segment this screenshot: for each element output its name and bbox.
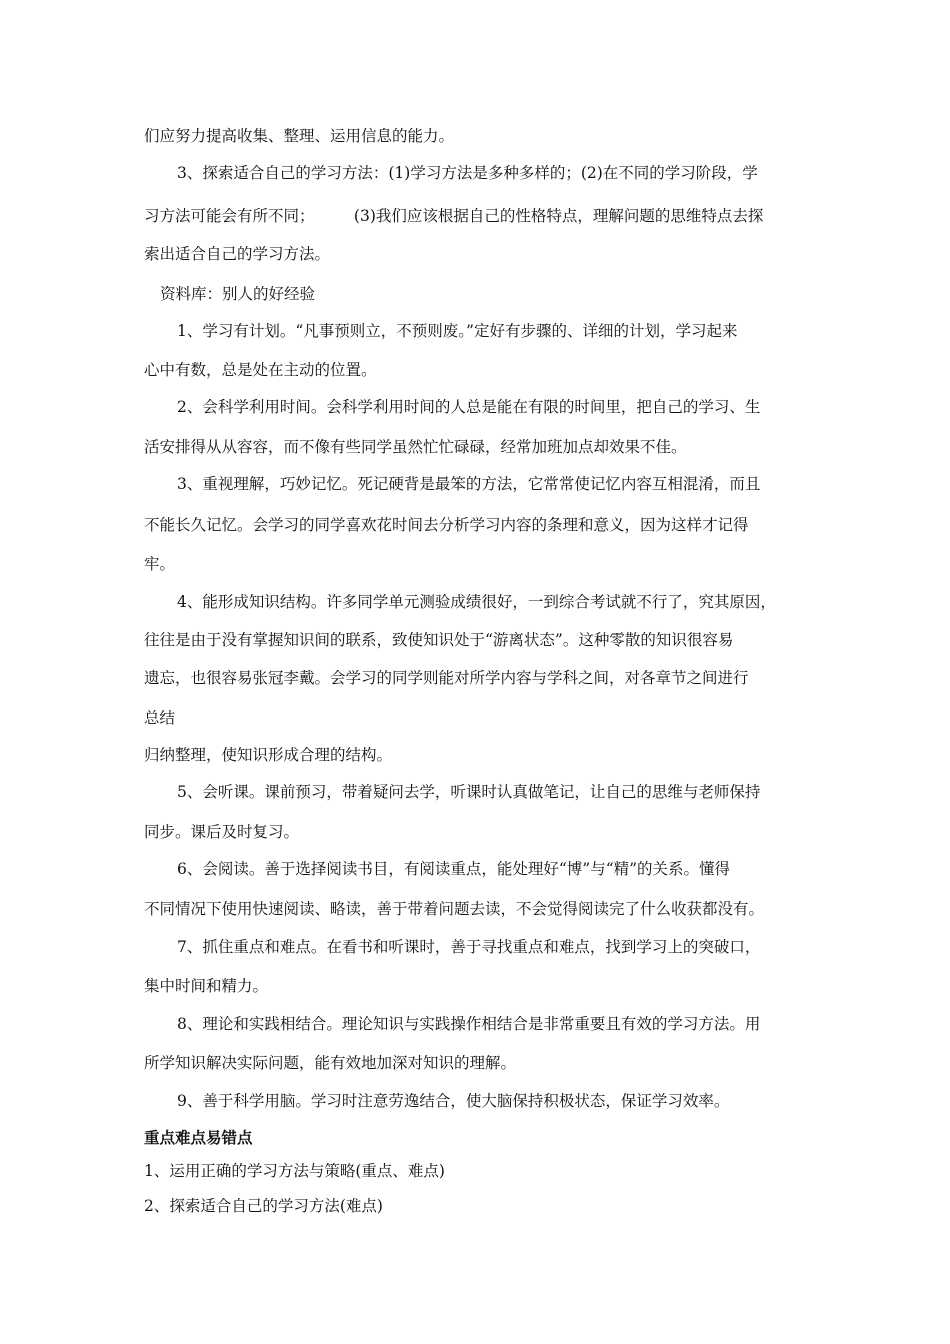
text-line: 同步。课后及时复习。 — [144, 823, 300, 841]
section-title: 资料库：别人的好经验 — [160, 285, 316, 303]
text-line: 索出适合自己的学习方法。 — [144, 245, 331, 263]
text-line: 们应努力提高收集、整理、运用信息的能力。 — [144, 127, 455, 145]
text-line: 1、学习有计划。“凡事预则立，不预则废。”定好有步骤的、详细的计划，学习起来 — [177, 322, 738, 340]
text-line: 8、理论和实践相结合。理论知识与实践操作相结合是非常重要且有效的学习方法。用 — [177, 1015, 761, 1033]
text-line: 往往是由于没有掌握知识间的联系，致使知识处于“游离状态”。这种零散的知识很容易 — [144, 631, 734, 649]
text-line: 不能长久记忆。会学习的同学喜欢花时间去分析学习内容的条理和意义，因为这样才记得 — [144, 516, 749, 534]
list-item: 2、探索适合自己的学习方法(难点) — [144, 1197, 383, 1215]
text-line: 2、会科学利用时间。会科学利用时间的人总是能在有限的时间里，把自己的学习、生 — [177, 398, 761, 416]
text-line: 牢。 — [144, 555, 176, 573]
text-line: 归纳整理，使知识形成合理的结构。 — [144, 746, 393, 764]
text-line: 心中有数，总是处在主动的位置。 — [144, 361, 377, 379]
text-line: 4、能形成知识结构。许多同学单元测验成绩很好，一到综合考试就不行了，究其原因， — [177, 593, 776, 611]
text-line: 活安排得从从容容，而不像有些同学虽然忙忙碌碌，经常加班加点却效果不佳。 — [144, 438, 687, 456]
text-line: 5、会听课。课前预习，带着疑问去学，听课时认真做笔记，让自己的思维与老师保持 — [177, 783, 761, 801]
text-line: 6、会阅读。善于选择阅读书目，有阅读重点，能处理好“博”与“精”的关系。懂得 — [177, 860, 731, 878]
heading-key-points: 重点难点易错点 — [144, 1128, 253, 1147]
text-line: 集中时间和精力。 — [144, 977, 269, 995]
list-item: 1、运用正确的学习方法与策略(重点、难点) — [144, 1162, 445, 1180]
text-line: 7、抓住重点和难点。在看书和听课时，善于寻找重点和难点，找到学习上的突破口， — [177, 938, 761, 956]
text-line: 不同情况下使用快速阅读、略读，善于带着问题去读，不会觉得阅读完了什么收获都没有。 — [144, 900, 765, 918]
text-line: 9、善于科学用脑。学习时注意劳逸结合，使大脑保持积极状态，保证学习效率。 — [177, 1092, 730, 1110]
text-line: 总结 — [144, 709, 176, 727]
text-line: 遗忘，也很容易张冠李戴。会学习的同学则能对所学内容与学科之间，对各章节之间进行 — [144, 669, 749, 687]
text-line: 习方法可能会有所不同； (3)我们应该根据自己的性格特点，理解问题的思维特点去探 — [144, 207, 764, 225]
text-line: 3、探索适合自己的学习方法：(1)学习方法是多种多样的；(2)在不同的学习阶段，学 — [177, 164, 758, 182]
text-line: 3、重视理解，巧妙记忆。死记硬背是最笨的方法，它常常使记忆内容互相混淆，而且 — [177, 475, 761, 493]
text-line: 所学知识解决实际问题，能有效地加深对知识的理解。 — [144, 1054, 517, 1072]
